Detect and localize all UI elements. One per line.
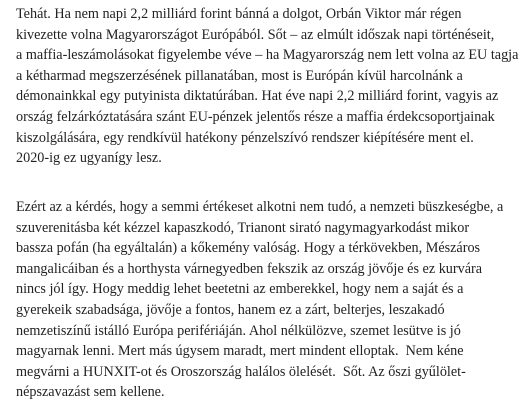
- text-line: magyarnak lenni. Mert más úgysem maradt, mert mindent elloptak. Nem kéne: [16, 343, 464, 360]
- text-line: népszavazást sem kellene.: [16, 384, 165, 401]
- paragraph-2: [16, 197, 503, 403]
- text-line: kivezette volna Magyarországot Európából. Sőt – az elmúlt időszak napi történéseit,: [16, 26, 495, 43]
- text-line: nemzetiszínű istálló Európa perifériáján. Ahol nélkülözve, szemet lesütve is jó: [16, 322, 461, 339]
- text-line: mangalicáiban és a horthysta várnegyedben fekszik az ország jövője és ez kurvára: [16, 260, 483, 277]
- text-line: Tehát. Ha nem napi 2,2 milliárd forint bánná a dolgot, Orbán Viktor már régen: [16, 6, 462, 22]
- text-line: démonainkkal egy putyinista diktatúrában. Hat éve napi 2,2 milliárd forint, vagyis az: [16, 88, 499, 105]
- text-line: 2020-ig ez ugyanígy lesz.: [16, 150, 162, 167]
- text-line: gyerekeik szabadsága, jövője a fontos, hanem ez a zárt, belterjes, leszakadó: [16, 301, 445, 318]
- text-line: bassza pofán (ha egyáltalán) a kőkemény valóság. Hogy a térkövekben, Mészáros: [16, 240, 481, 257]
- text-line: ország felzárkóztatására szánt EU-pénzek jelentős része a maffia érdekcsoportjainak: [16, 108, 495, 125]
- text-line: szuverenitásba két kézzel kapaszkodó, Trianont sirató nagymagyarkodást mikor: [16, 219, 470, 236]
- text-line: nincs jól így. Hogy meddig lehet beetetni az emberekkel, hogy nem a saját és a: [16, 281, 464, 298]
- paragraph-1: [16, 4, 518, 169]
- text-line: megvárni a HUNXIT-ot és Oroszország halálos ölelését. Sőt. Az őszi gyűlölet-: [16, 363, 466, 380]
- text-line: a kétharmad megszerzésének pillanatában, most is Európán kívül harcolnánk a: [16, 67, 463, 84]
- text-line: a maffia-leszámolásokat figyelembe véve – ha Magyarország nem lett volna az EU tagja: [16, 47, 519, 64]
- text-line: Ezért az a kérdés, hogy a semmi értékeset alkotni nem tudó, a nemzeti büszkeségbe, a: [16, 199, 504, 215]
- text-line: kiszolgálására, egy rendkívül hatékony pénzelszívó rendszer kiépítésére ment el.: [16, 129, 474, 146]
